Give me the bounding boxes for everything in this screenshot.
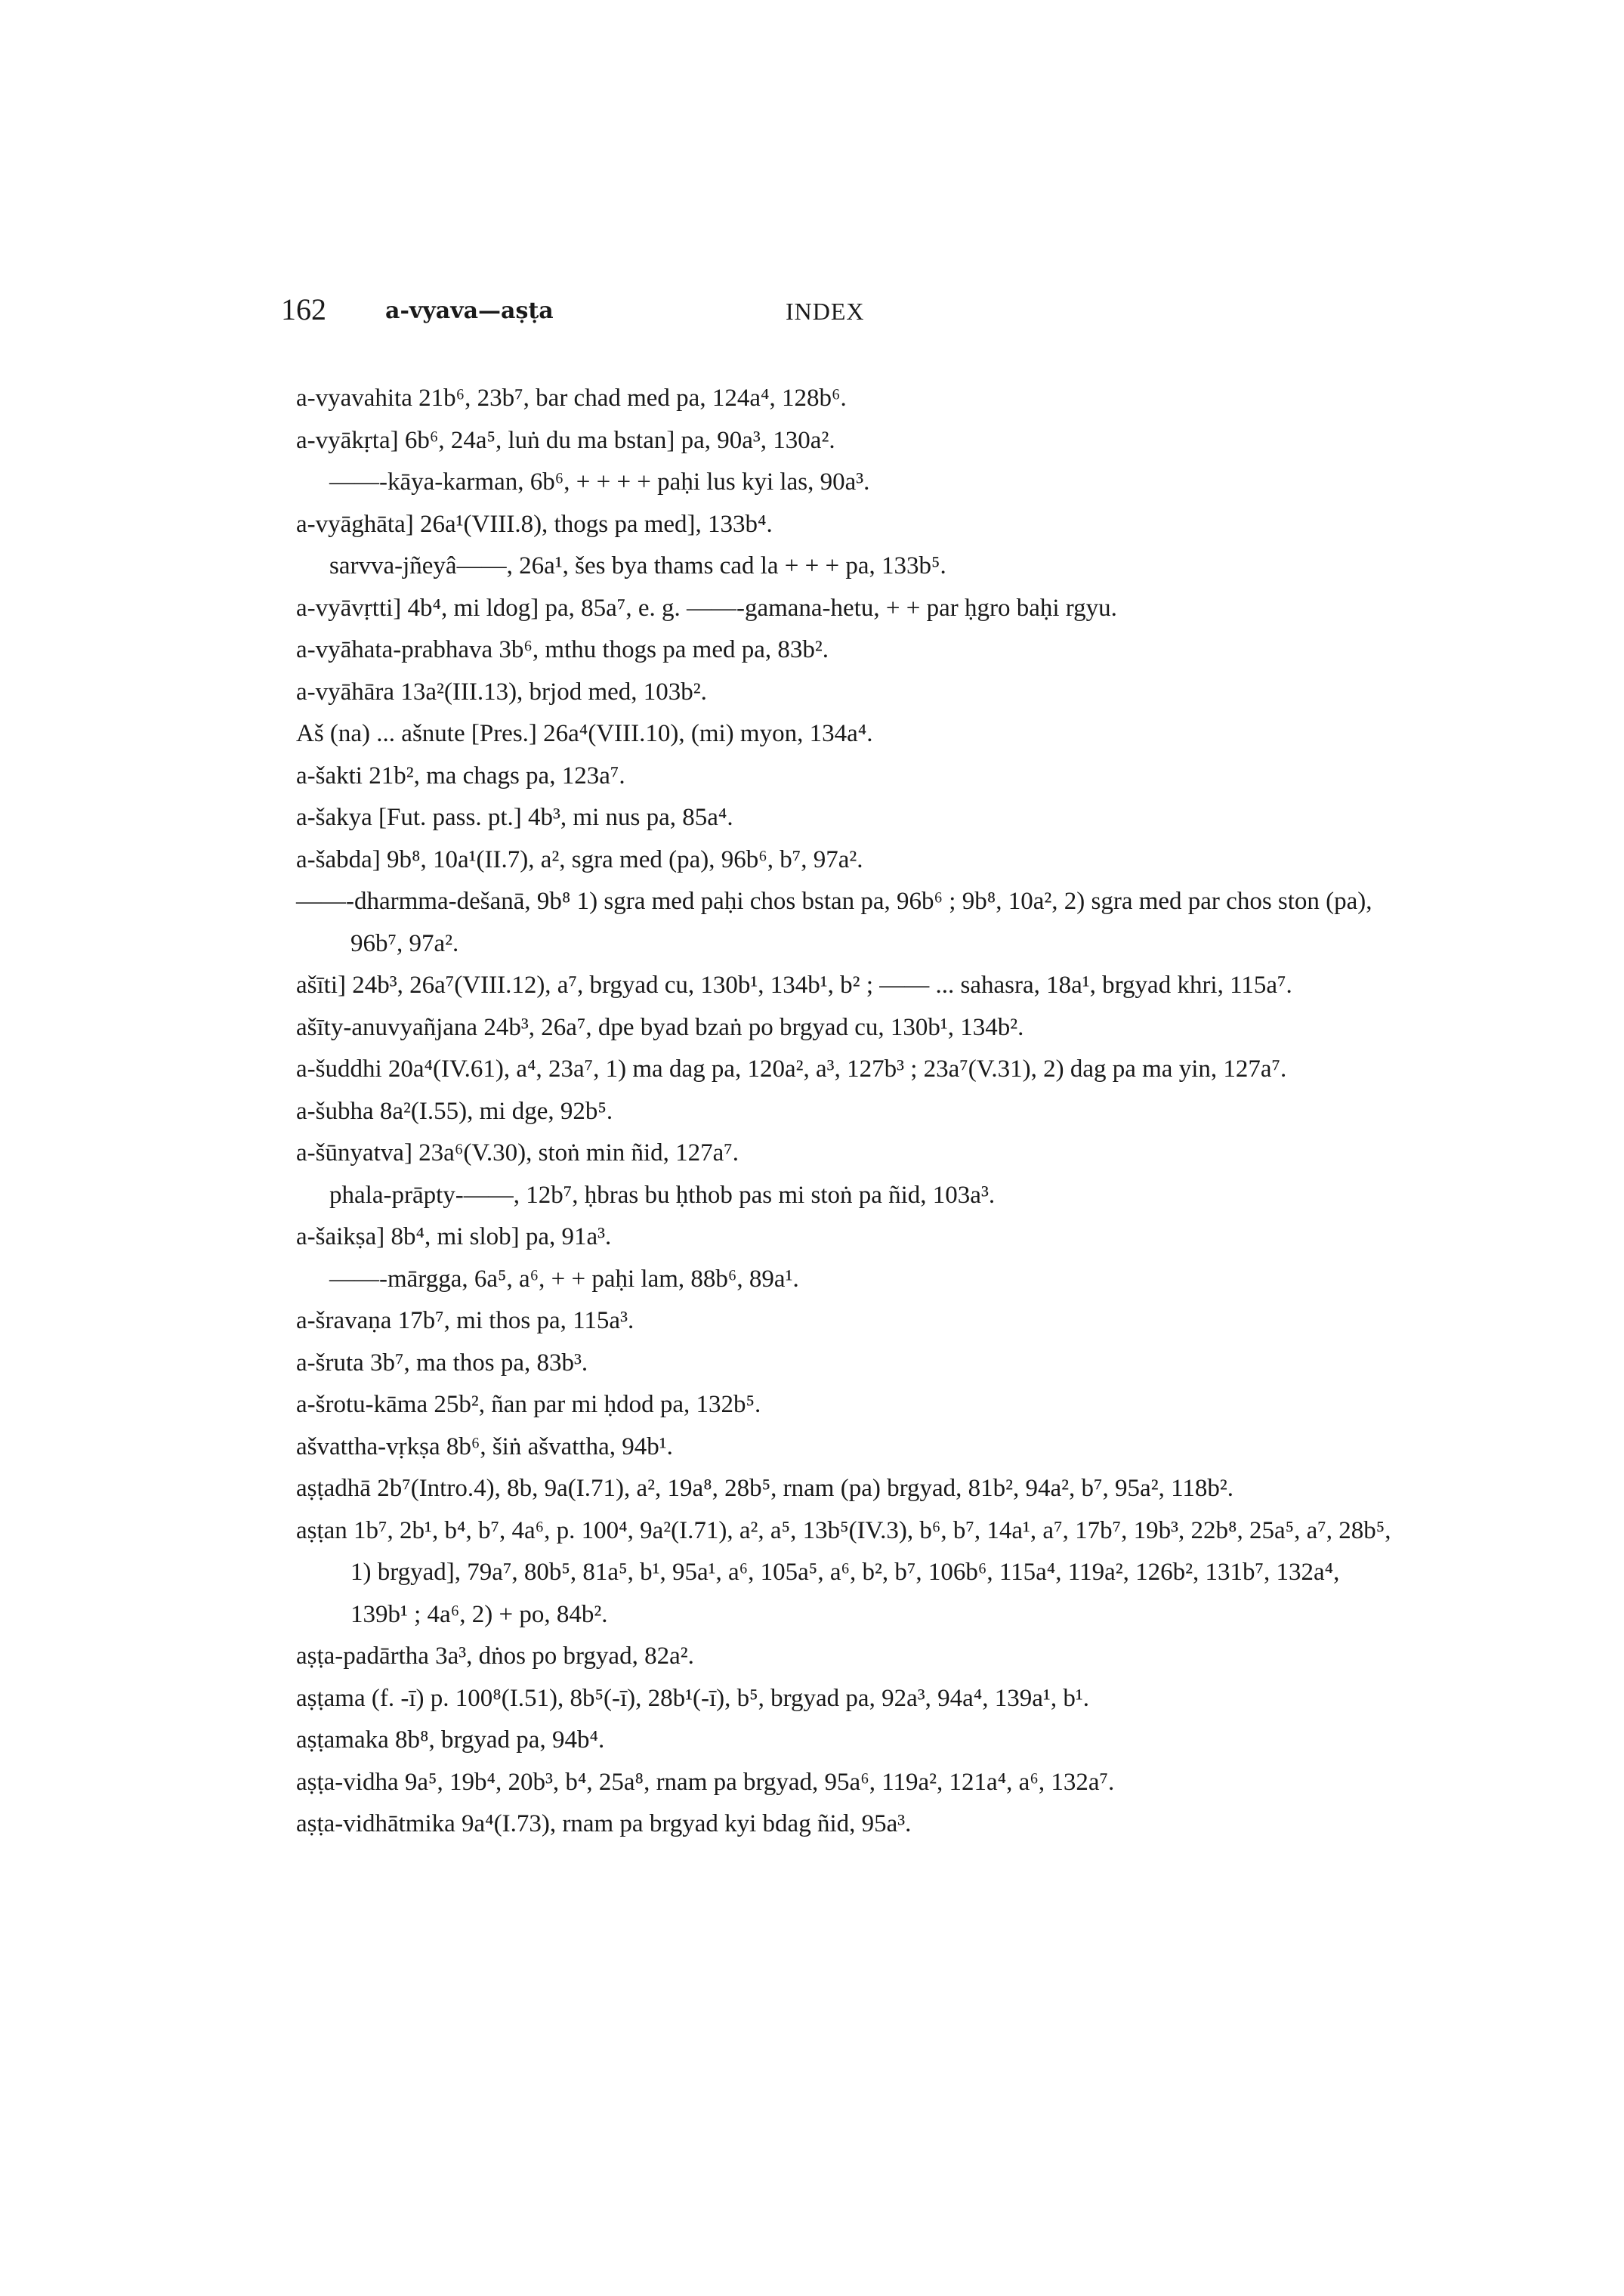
index-entry: a-vyāghāta] 26a¹(VIII.8), thogs pa med], 133b⁴. [296, 510, 773, 538]
index-entry: aṣṭa-vidha 9a⁵, 19b⁴, 20b³, b⁴, 25a⁸, rnam pa brgyad, 95a⁶, 119a², 121a⁴, a⁶, 132a⁷. [296, 1768, 1115, 1796]
index-entry: a-šruta 3b⁷, ma thos pa, 83b³. [296, 1349, 588, 1377]
index-subentry: sarvva-jñeyâ——, 26a¹, šes bya thams cad la + + + pa, 133b⁵. [329, 552, 946, 579]
index-entry: a-šaikṣa] 8b⁴, mi slob] pa, 91a³. [296, 1223, 612, 1250]
index-entries [296, 378, 1399, 1846]
index-entry: a-šuddhi 20a⁴(IV.61), a⁴, 23a⁷, 1) ma dag pa, 120a², a³, 127b³ ; 23a⁷(V.31), 2) dag pa ma yin, 127a⁷. [296, 1055, 1287, 1083]
index-entry: a-šabda] 9b⁸, 10a¹(II.7), a², sgra med (pa), 96b⁶, b⁷, 97a². [296, 845, 863, 873]
index-entry: a-šakya [Fut. pass. pt.] 4b³, mi nus pa, 85a⁴. [296, 804, 733, 831]
index-entry: a-vyāhata-prabhava 3b⁶, mthu thogs pa med pa, 83b². [296, 636, 829, 663]
index-entry: aṣṭama (f. -ī) p. 100⁸(I.51), 8b⁵(-ī), 28b¹(-ī), b⁵, brgyad pa, 92a³, 94a⁴, 139a¹, b¹. [296, 1684, 1089, 1712]
headword-range: a-vyava—aṣṭa [385, 298, 554, 324]
running-head [281, 292, 1459, 337]
index-entry: a-šakti 21b², ma chags pa, 123a⁷. [296, 762, 625, 790]
index-entry: a-vyavahita 21b⁶, 23b⁷, bar chad med pa, 124a⁴, 128b⁶. [296, 385, 847, 412]
index-entry: a-vyākṛta] 6b⁶, 24a⁵, luṅ du ma bstan] pa, 90a³, 130a². [296, 426, 835, 454]
index-entry: aṣṭan 1b⁷, 2b¹, b⁴, b⁷, 4a⁶, p. 100⁴, 9a²(I.71), a², a⁵, 13b⁵(IV.3), b⁶, b⁷, 14a¹, a⁷, 17b⁷, 19b³, 22b⁸, 25a⁵, a⁷, 28b⁵, 1) brgyad], 79a⁷, 80b⁵, 81a⁵, b¹, 95a¹, a⁶, 105a⁵, a⁶, b², b⁷, 106b⁶, 115a⁴, 119a², 126b², 131b⁷, 132a⁴, 139b¹ ; 4a⁶, 2) + po, 84b². [296, 1516, 1391, 1628]
index-entry: a-šūnyatva] 23a⁶(V.30), stoṅ min ñid, 127a⁷. [296, 1139, 739, 1167]
page-title: INDEX [786, 298, 865, 325]
index-entry: a-šravaṇa 17b⁷, mi thos pa, 115a³. [296, 1307, 634, 1334]
index-entry: ašvattha-vṛkṣa 8b⁶, šiṅ ašvattha, 94b¹. [296, 1432, 673, 1460]
index-entry: aṣṭa-padārtha 3a³, dṅos po brgyad, 82a². [296, 1642, 694, 1670]
index-subentry: ——-dharmma-dešanā, 9b⁸ 1) sgra med paḥi chos bstan pa, 96b⁶ ; 9b⁸, 10a², 2) sgra med par chos ston (pa), 96b⁷, 97a². [296, 888, 1372, 957]
page-number: 162 [281, 292, 326, 326]
index-entry: ašīti] 24b³, 26a⁷(VIII.12), a⁷, brgyad cu, 130b¹, 134b¹, b² ; —— ... sahasra, 18a¹, brgyad khri, 115a⁷. [296, 972, 1292, 999]
index-entry: aṣṭamaka 8b⁸, brgyad pa, 94b⁴. [296, 1726, 605, 1754]
index-entry: aṣṭadhā 2b⁷(Intro.4), 8b, 9a(I.71), a², 19a⁸, 28b⁵, rnam (pa) brgyad, 81b², 94a², b⁷, 95a², 118b². [296, 1475, 1234, 1502]
index-entry: ašīty-anuvyañjana 24b³, 26a⁷, dpe byad bzaṅ po brgyad cu, 130b¹, 134b². [296, 1013, 1024, 1041]
index-entry: a-šubha 8a²(I.55), mi dge, 92b⁵. [296, 1097, 613, 1125]
index-subentry: ——-mārgga, 6a⁵, a⁶, + + paḥi lam, 88b⁶, 89a¹. [329, 1265, 799, 1293]
index-subentry: phala-prāpty-——, 12b⁷, ḥbras bu ḥthob pas mi stoṅ pa ñid, 103a³. [329, 1181, 996, 1209]
index-entry: Aš (na) ... ašnute [Pres.] 26a⁴(VIII.10), (mi) myon, 134a⁴. [296, 720, 873, 747]
index-entry: aṣṭa-vidhātmika 9a⁴(I.73), rnam pa brgyad kyi bdag ñid, 95a³. [296, 1810, 912, 1837]
index-subentry: ——-kāya-karman, 6b⁶, + + + + paḥi lus kyi las, 90a³. [329, 468, 870, 496]
index-entry: a-šrotu-kāma 25b², ñan par mi ḥdod pa, 132b⁵. [296, 1391, 761, 1418]
index-entry: a-vyāvṛtti] 4b⁴, mi ldog] pa, 85a⁷, e. g. ——-gamana-hetu, + + par ḥgro baḥi rgyu. [296, 594, 1117, 622]
index-entry: a-vyāhāra 13a²(III.13), brjod med, 103b². [296, 678, 707, 706]
